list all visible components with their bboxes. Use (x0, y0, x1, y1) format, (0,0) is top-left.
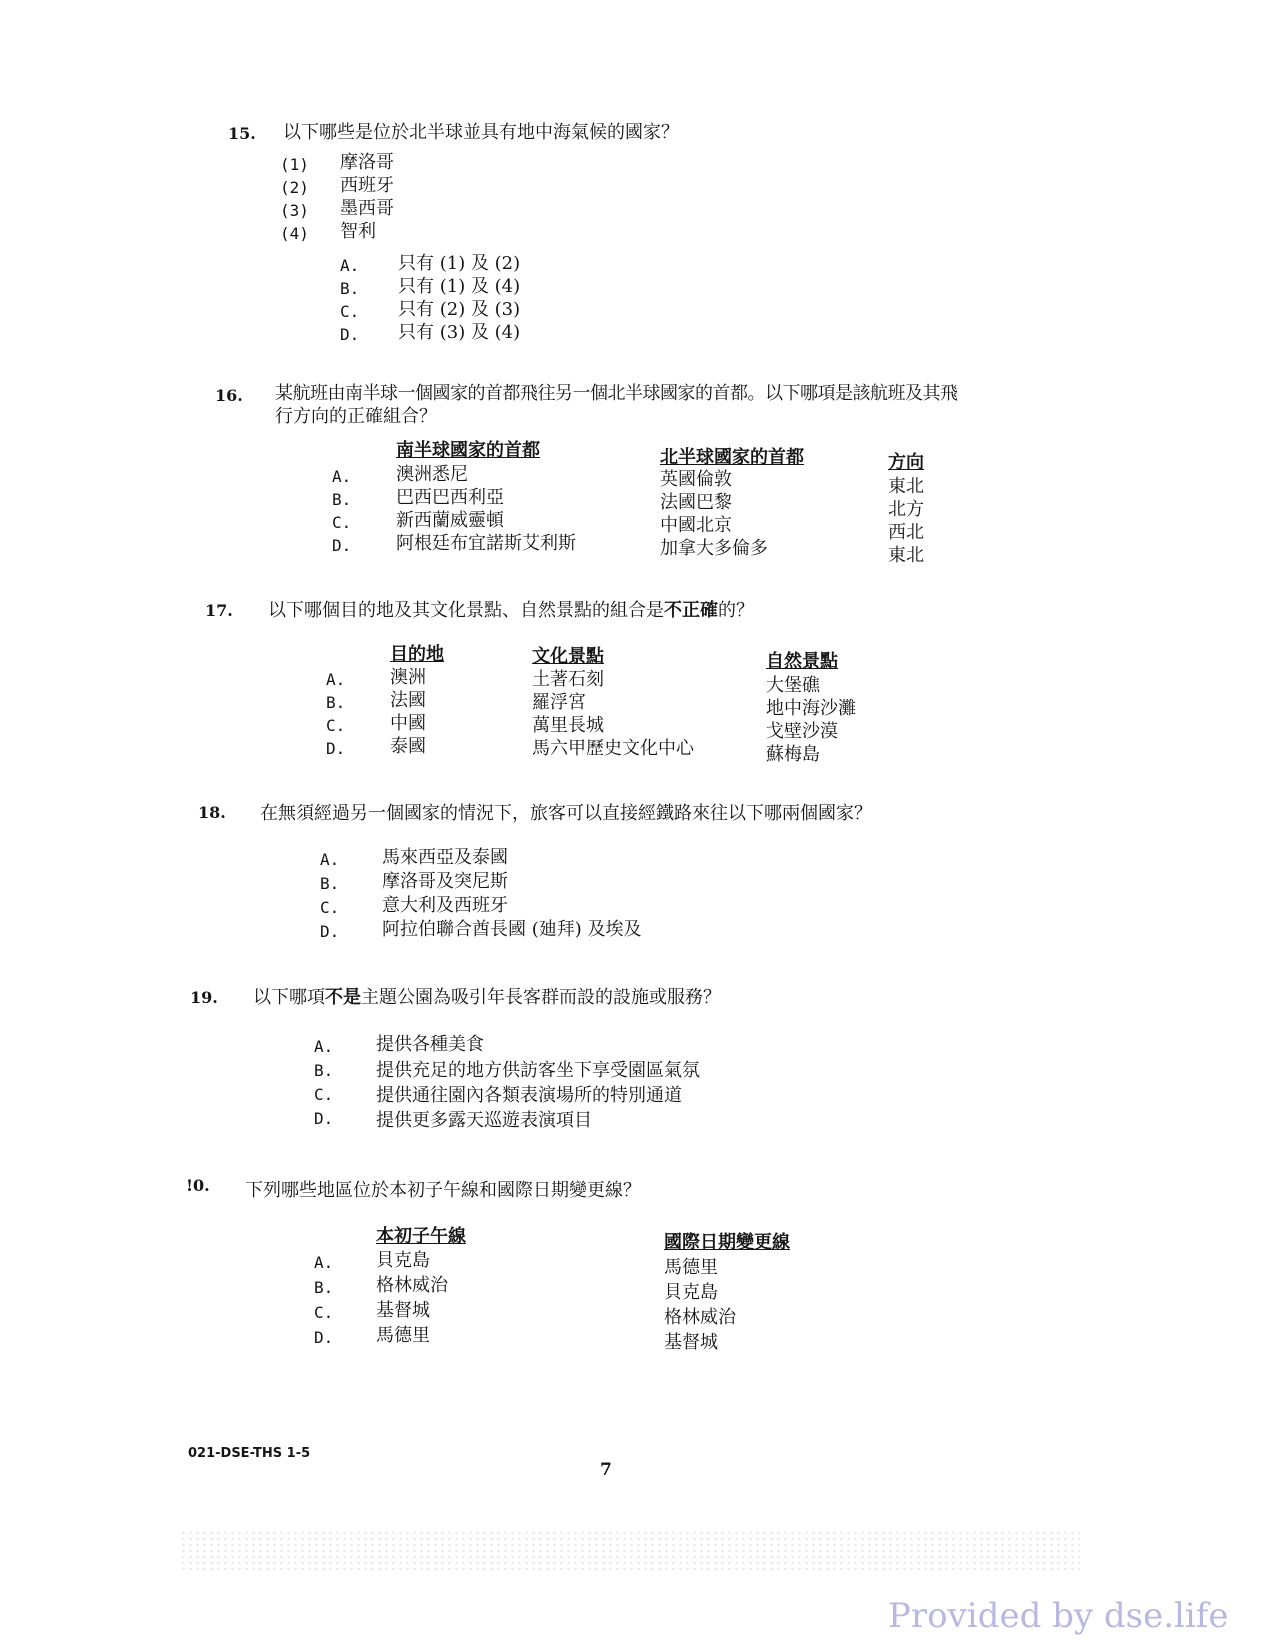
option-text: 只有 (2) 及 (3) (398, 299, 521, 320)
table-cell: 基督城 (664, 1332, 718, 1353)
table-cell: 中國北京 (660, 515, 732, 536)
table-cell: 泰國 (390, 736, 426, 757)
item-label: (1) (280, 155, 309, 174)
option-letter: B. (320, 874, 340, 893)
option-text: 意大利及西班牙 (382, 895, 508, 916)
question-stem (253, 987, 721, 1009)
column-header: 南半球國家的首都 (396, 440, 540, 461)
question-stem: 某航班由南半球一個國家的首都飛往另一個北半球國家的首都。以下哪項是該航班及其飛 (275, 383, 958, 404)
watermark: Provided by dse.life (888, 1596, 1229, 1636)
item-text: 西班牙 (340, 175, 394, 196)
option-text: 只有 (3) 及 (4) (398, 322, 521, 343)
table-cell: 地中海沙灘 (766, 698, 856, 719)
question-stem: 以下哪些是位於北半球並具有地中海氣候的國家？ (283, 122, 679, 143)
column-header: 自然景點 (766, 651, 838, 672)
item-text: 墨西哥 (340, 198, 394, 219)
option-letter: C. (326, 716, 346, 735)
table-cell: 土著石刻 (532, 669, 604, 690)
option-letter: A. (320, 850, 340, 869)
column-header: 北半球國家的首都 (660, 447, 804, 468)
paper-code: 021-DSE-THS 1-5 (188, 1446, 311, 1461)
table-cell: 北方 (888, 499, 924, 520)
question-number: 17. (205, 601, 233, 620)
option-letter: C. (320, 898, 340, 917)
table-cell: 東北 (888, 545, 924, 566)
table-cell: 馬六甲歷史文化中心 (532, 738, 694, 759)
option-letter: D. (326, 739, 346, 758)
table-cell: 格林威治 (664, 1307, 736, 1328)
question-stem-continued: 行方向的正確組合？ (275, 406, 437, 427)
table-cell: 法國巴黎 (660, 492, 732, 513)
column-header: 文化景點 (532, 646, 604, 667)
table-cell: 中國 (390, 713, 426, 734)
option-text: 提供充足的地方供訪客坐下享受園區氣氛 (376, 1060, 700, 1081)
option-letter: A. (332, 467, 352, 486)
stem-emphasis: 不是 (325, 987, 361, 1008)
table-cell: 澳洲 (390, 667, 426, 688)
stem-part: 主題公園為吸引年長客群而設的設施或服務？ (361, 987, 721, 1008)
table-cell: 萬里長城 (532, 715, 604, 736)
question-number: 19. (190, 988, 218, 1007)
table-cell: 羅浮宮 (532, 692, 586, 713)
option-letter: C. (314, 1303, 334, 1322)
option-letter: C. (340, 302, 360, 321)
option-text: 摩洛哥及突尼斯 (382, 871, 508, 892)
table-cell: 澳洲悉尼 (396, 464, 468, 485)
table-cell: 馬德里 (376, 1325, 430, 1346)
option-text: 提供各種美食 (376, 1034, 484, 1055)
option-letter: D. (314, 1328, 334, 1347)
question-stem (268, 600, 754, 622)
question-number: 15. (228, 124, 256, 143)
option-text: 只有 (1) 及 (4) (398, 276, 521, 297)
table-cell: 加拿大多倫多 (660, 538, 768, 559)
option-text: 提供更多露天巡遊表演項目 (376, 1110, 592, 1131)
table-cell: 巴西巴西利亞 (396, 487, 504, 508)
option-letter: D. (332, 536, 352, 555)
table-cell: 基督城 (376, 1300, 430, 1321)
table-cell: 貝克島 (376, 1250, 430, 1271)
option-text: 只有 (1) 及 (2) (398, 253, 521, 274)
column-header: 國際日期變更線 (664, 1232, 790, 1253)
table-cell: 英國倫敦 (660, 469, 732, 490)
item-label: (3) (280, 201, 309, 220)
option-letter: D. (320, 922, 340, 941)
column-header: 目的地 (390, 644, 444, 665)
option-letter: B. (340, 279, 360, 298)
option-letter: C. (332, 513, 352, 532)
option-letter: B. (326, 693, 346, 712)
option-text: 阿拉伯聯合酋長國 (廸拜) 及埃及 (382, 919, 642, 940)
option-letter: A. (314, 1253, 334, 1272)
option-letter: A. (340, 256, 360, 275)
option-letter: B. (314, 1061, 334, 1080)
option-letter: D. (314, 1109, 334, 1128)
table-cell: 西北 (888, 522, 924, 543)
table-cell: 蘇梅島 (766, 744, 820, 765)
option-letter: A. (326, 670, 346, 689)
option-letter: A. (314, 1037, 334, 1056)
table-cell: 貝克島 (664, 1282, 718, 1303)
item-text: 摩洛哥 (340, 152, 394, 173)
item-text: 智利 (340, 221, 376, 242)
option-letter: C. (314, 1085, 334, 1104)
scan-noise (180, 1530, 1080, 1570)
stem-part: 的？ (718, 600, 754, 621)
stem-emphasis: 不正確 (664, 600, 718, 621)
option-letter: B. (314, 1278, 334, 1297)
column-header: 方向 (888, 452, 924, 473)
table-cell: 戈壁沙漠 (766, 721, 838, 742)
question-stem: 下列哪些地區位於本初子午線和國際日期變更線？ (245, 1180, 641, 1201)
option-text: 馬來西亞及泰國 (382, 847, 508, 868)
stem-part: 以下哪個目的地及其文化景點、自然景點的組合是 (268, 600, 664, 621)
column-header: 本初子午線 (376, 1226, 466, 1247)
table-cell: 東北 (888, 476, 924, 497)
table-cell: 阿根廷布宜諾斯艾利斯 (396, 533, 576, 554)
question-stem: 在無須經過另一個國家的情況下，旅客可以直接經鐵路來往以下哪兩個國家？ (260, 803, 872, 824)
page-number: 7 (600, 1460, 612, 1480)
option-letter: D. (340, 325, 360, 344)
table-cell: 新西蘭威靈頓 (396, 510, 504, 531)
table-cell: 大堡礁 (766, 675, 820, 696)
option-letter: B. (332, 490, 352, 509)
question-number: 16. (215, 386, 243, 405)
table-cell: 馬德里 (664, 1257, 718, 1278)
stem-part: 以下哪項 (253, 987, 325, 1008)
item-label: (2) (280, 178, 309, 197)
option-text: 提供通往園內各類表演場所的特別通道 (376, 1085, 682, 1106)
question-number: 18. (198, 803, 226, 822)
question-number: !0. (186, 1176, 210, 1195)
table-cell: 格林威治 (376, 1275, 448, 1296)
item-label: (4) (280, 224, 309, 243)
table-cell: 法國 (390, 690, 426, 711)
